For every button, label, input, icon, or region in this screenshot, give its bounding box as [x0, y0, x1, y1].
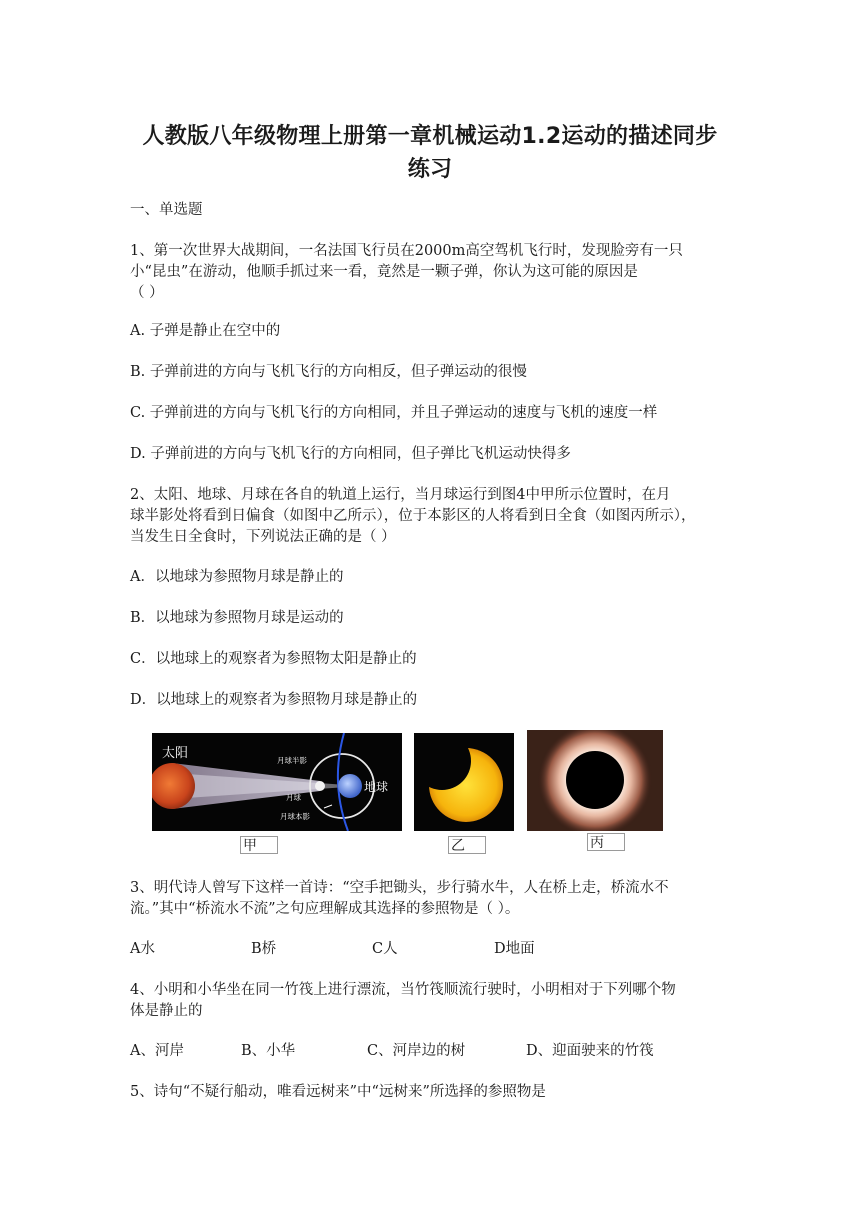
total-eclipse-image: [527, 730, 663, 831]
q2-line-2: 球半影处将看到日偏食（如图中乙所示），位于本影区的人将看到日全食（如图丙所示），: [130, 508, 696, 524]
q5-line-1: 5、诗句“不疑行船动，唯看远树来”中“远树来”所选择的参照物是: [130, 1084, 546, 1100]
q1-line-1: 1、第一次世界大战期间，一名法国飞行员在2000m高空驾机飞行时，发现脸旁有一只: [130, 243, 683, 259]
moon-label: 月球: [286, 793, 301, 802]
q4-option-a: A、河岸: [130, 1043, 184, 1059]
q4-option-b: B、小华: [241, 1043, 296, 1059]
q3-option-a: A水: [130, 941, 155, 957]
q3-option-b: B桥: [251, 941, 277, 957]
q2-line-3: 当发生日全食时，下列说法正确的是（ ）: [130, 529, 396, 545]
q4-option-d: D、迎面驶来的竹筏: [526, 1043, 654, 1059]
q2-option-b: B．以地球为参照物月球是运动的: [130, 610, 344, 626]
q3-line-2: 流。”其中“桥流水不流”之句应理解成其选择的参照物是（ ）。: [130, 901, 520, 917]
q4-option-c: C、河岸边的树: [367, 1043, 466, 1059]
penumbra-label: 月球半影: [277, 756, 307, 765]
q1-option-c: C. 子弹前进的方向与飞机飞行的方向相同，并且子弹运动的速度与飞机的速度一样: [130, 405, 658, 421]
q2-line-1: 2、太阳、地球、月球在各自的轨道上运行，当月球运行到图4中甲所示位置时，在月: [130, 487, 671, 503]
earth-label: 地球: [364, 780, 389, 794]
q2-option-c: C．以地球上的观察者为参照物太阳是静止的: [130, 651, 417, 667]
q3-line-1: 3、明代诗人曾写下这样一首诗：“空手把锄头，步行骑水牛，人在桥上走，桥流水不: [130, 880, 669, 896]
eclipse-diagram-image: [152, 733, 402, 831]
q4-line-1: 4、小明和小华坐在同一竹筏上进行漂流，当竹筏顺流行驶时，小明相对于下列哪个物: [130, 982, 676, 998]
title-line-1: 人教版八年级物理上册第一章机械运动1.2运动的描述同步: [142, 124, 718, 149]
q2-option-d: D．以地球上的观察者为参照物月球是静止的: [130, 692, 418, 708]
caption-jia: 甲: [240, 836, 278, 854]
q1-option-a: A. 子弹是静止在空中的: [130, 323, 281, 339]
caption-bing: 丙: [587, 833, 625, 851]
document-title: [110, 120, 750, 186]
section-heading: 一、单选题: [130, 202, 203, 218]
q2-option-a: A．以地球为参照物月球是静止的: [130, 569, 344, 585]
partial-eclipse-image: [414, 733, 514, 831]
q1-line-2: 小“昆虫”在游动，他顺手抓过来一看，竟然是一颗子弹，你认为这可能的原因是: [130, 264, 638, 280]
q4-line-2: 体是静止的: [130, 1003, 203, 1019]
q3-option-c: C人: [372, 941, 398, 957]
q1-option-d: D. 子弹前进的方向与飞机飞行的方向相同，但子弹比飞机运动快得多: [130, 446, 571, 462]
umbra-label: 月球本影: [280, 812, 310, 821]
caption-yi: 乙: [448, 836, 486, 854]
q1-option-b: B. 子弹前进的方向与飞机飞行的方向相反，但子弹运动的很慢: [130, 364, 527, 380]
q3-option-d: D地面: [494, 941, 535, 957]
sun-label: 太阳: [162, 746, 189, 761]
title-line-2: 练习: [407, 157, 453, 182]
q1-line-3: （ ）: [130, 285, 164, 301]
